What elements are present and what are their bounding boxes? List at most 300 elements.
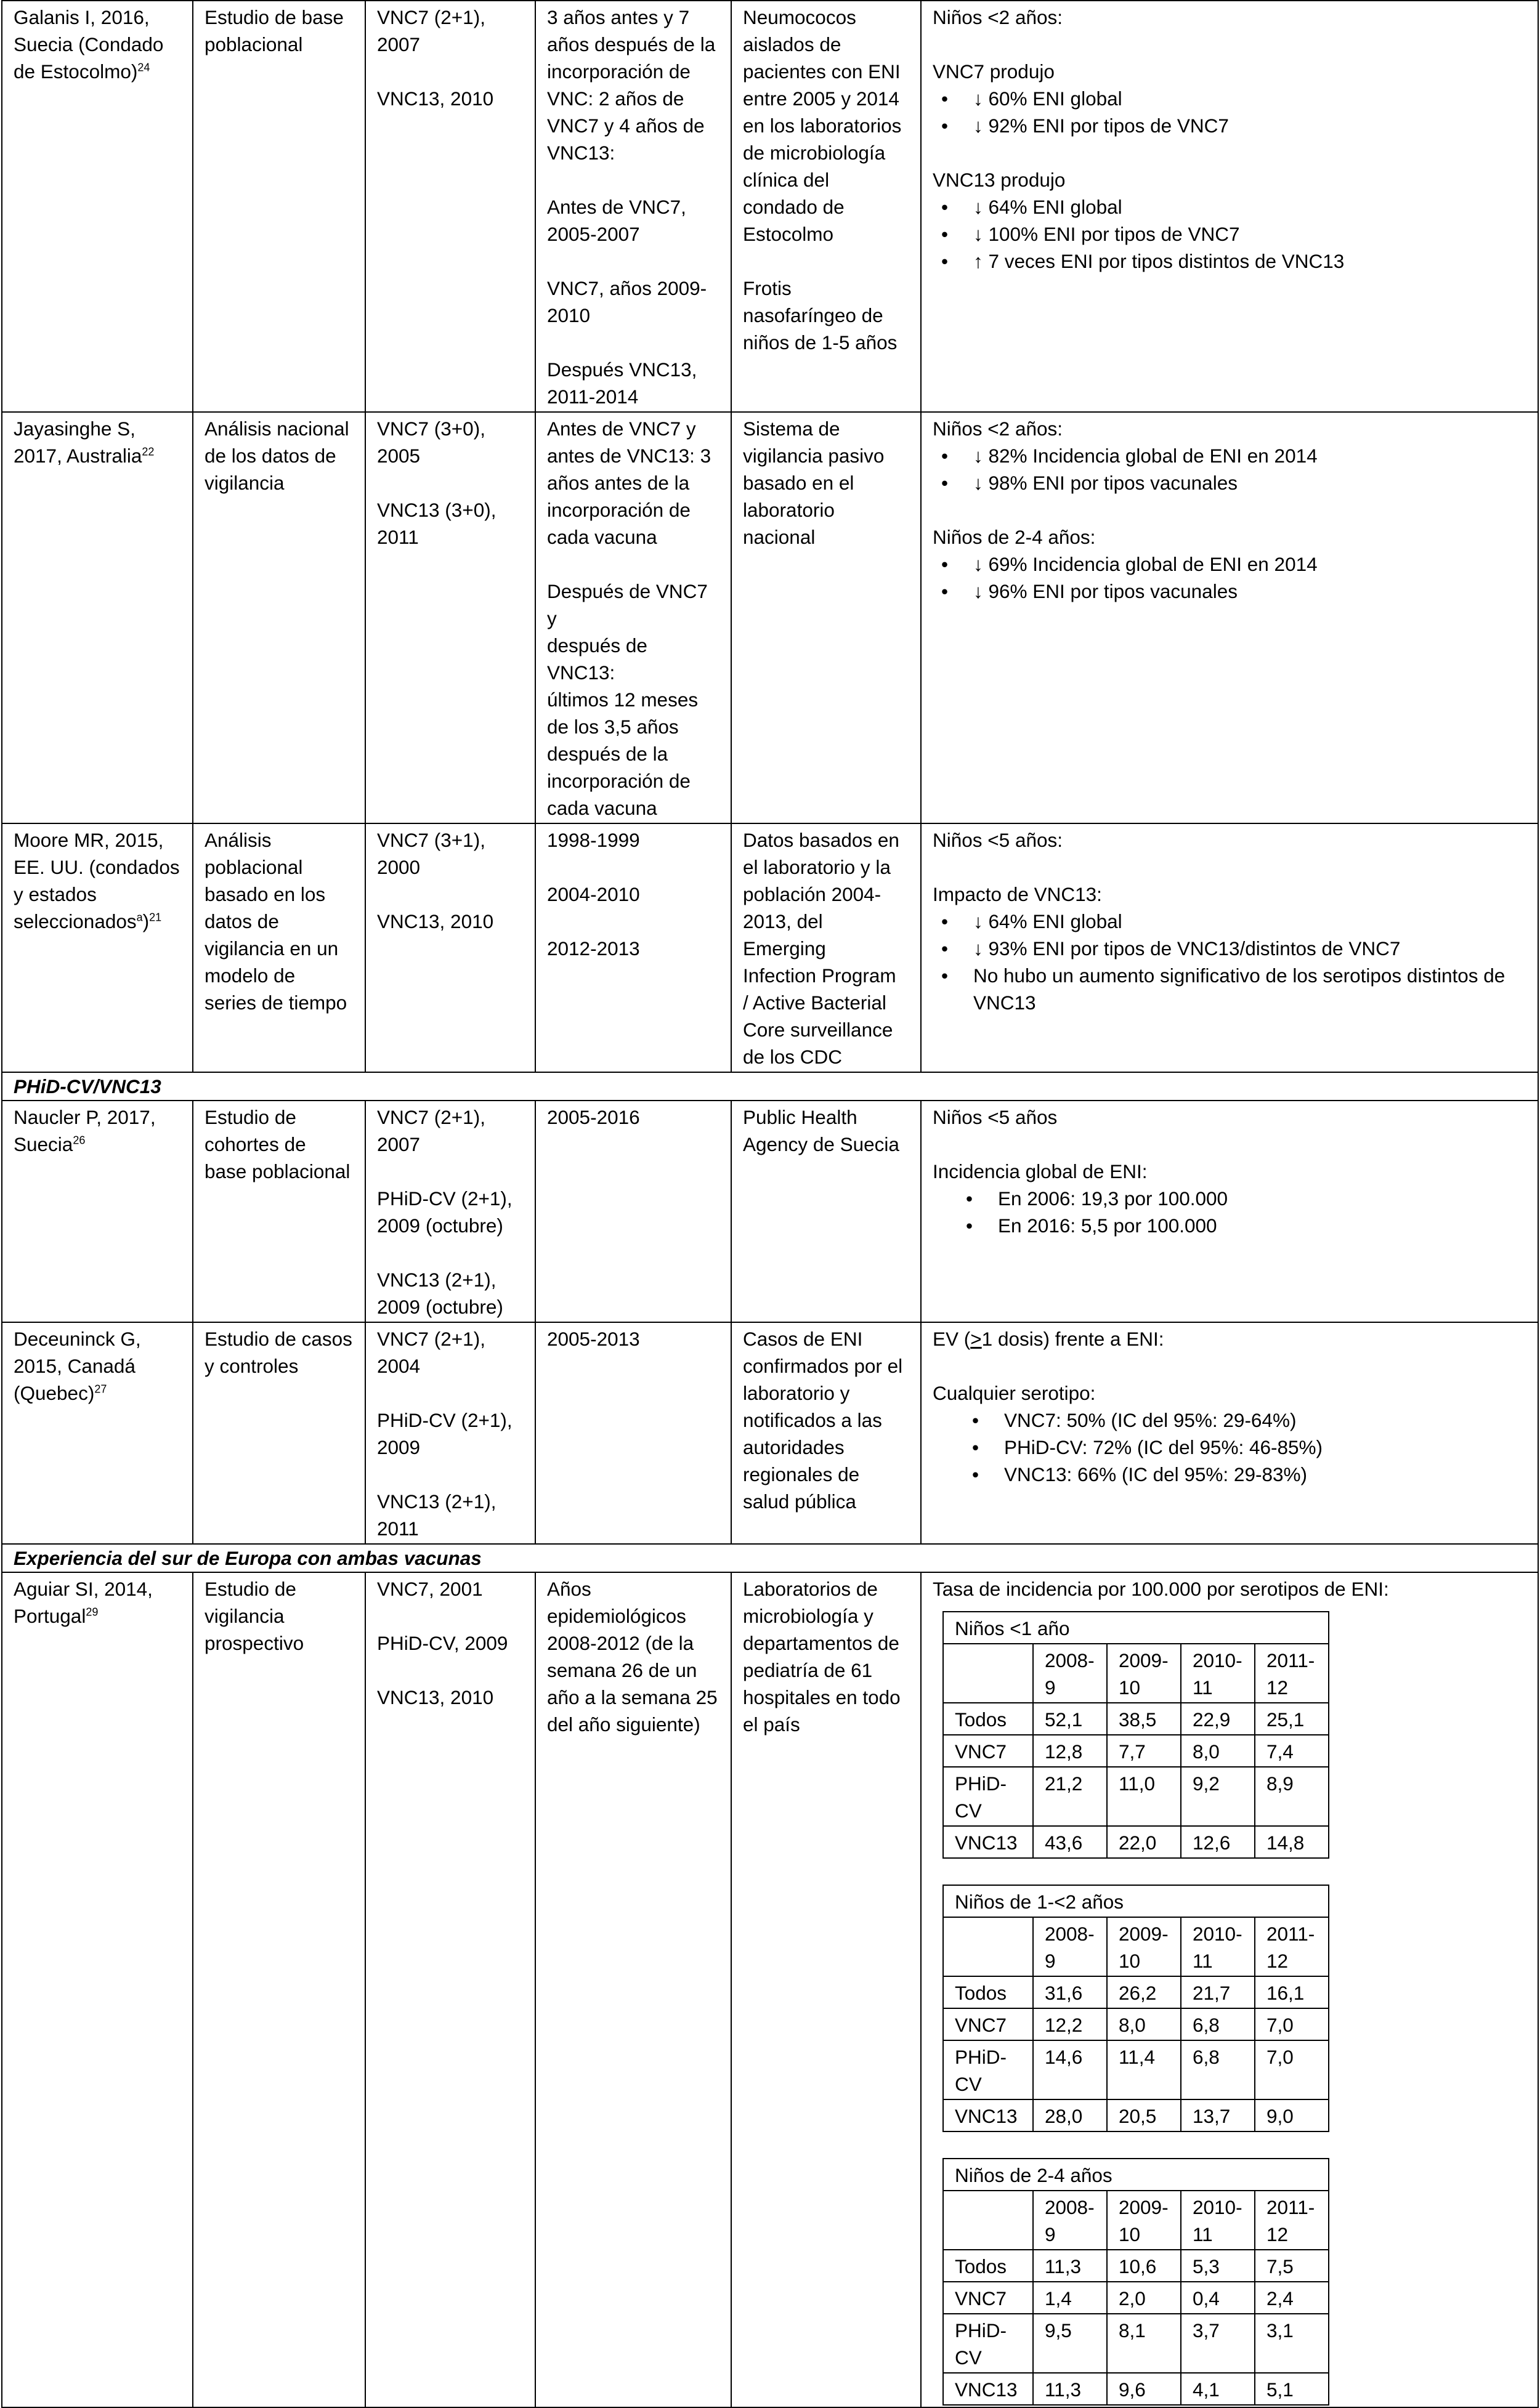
blank-line [933,1352,1526,1380]
incidence-value: 0,4 [1181,2282,1255,2314]
bullet-list [933,908,1526,1016]
study-line: EE. UU. (condados [14,856,180,878]
period-cell [535,412,731,823]
reference-number: 24 [137,61,150,74]
year-line: 2011- [1266,2196,1315,2218]
vaccine-cell [365,823,535,1072]
title-pre: EV ( [933,1328,971,1350]
year-line: 2011- [1266,1649,1315,1671]
period-line: años después de la [547,33,716,55]
year-line: 10 [1119,1950,1141,1972]
blank-line [547,248,719,275]
year-header [1181,2191,1255,2250]
incidence-row [943,2008,1329,2040]
vaccine-line: 2011 [377,1517,419,1540]
incidence-value: 38,5 [1107,1703,1181,1735]
results-heading: Niños <2 años: [933,418,1063,440]
vaccine-line: VNC7, 2001 [377,1578,483,1600]
source-line: entre 2005 y 2014 [743,87,899,110]
results-cell [921,1572,1538,2407]
incidence-value: 16,1 [1255,1976,1329,2008]
source-line: Laboratorios de [743,1578,878,1600]
design-cell [193,1572,365,2407]
design-line: poblacional [205,856,303,878]
study-line: Aguiar SI, 2014, [14,1578,153,1600]
incidence-header-row [943,1644,1329,1703]
serotype-line: VNC7 [955,2014,1007,2036]
year-line: 10 [1119,2223,1141,2245]
source-line: niños de 1-5 años [743,331,898,354]
reference-number: 21 [149,911,162,924]
source-line: Sistema de [743,418,840,440]
incidence-row [943,2373,1329,2405]
incidence-value: 9,5 [1033,2314,1107,2373]
incidence-value: 7,7 [1107,1735,1181,1767]
source-line: laboratorio y [743,1382,850,1404]
incidence-caption-row [943,2159,1329,2191]
serotype-line: PHiD- [955,2046,1007,2068]
serotype-line: Todos [955,1982,1007,2004]
blank-line [743,248,909,275]
source-line: Neumococos [743,6,856,28]
period-line: VNC: 2 años de [547,87,684,110]
incidence-value: 5,1 [1255,2373,1329,2405]
incidence-value: 8,9 [1255,1767,1329,1826]
vaccine-line: VNC13, 2010 [377,910,494,932]
period-line: últimos 12 meses [547,689,699,711]
year-header [1181,1644,1255,1703]
design-line: Estudio de base [205,6,344,28]
study-cell [2,1,193,412]
study-line: seleccionados$^a$)$^{21}$ [14,910,162,932]
source-line: regionales de [743,1463,860,1485]
period-cell [535,1572,731,2407]
study-line: Moore MR, 2015, [14,829,164,851]
incidence-table [942,1885,1329,2132]
vaccine-line: 2007 [377,33,421,55]
results-title: Niños <2 años: [933,6,1063,28]
incidence-value: 7,5 [1255,2250,1329,2282]
period-line: 1998-1999 [547,829,640,851]
serotype-line: VNC7 [955,2287,1007,2309]
year-line: 10 [1119,1676,1141,1699]
incidence-value: 43,6 [1033,1826,1107,1858]
design-line: vigilancia [205,1605,285,1627]
year-line: 2009- [1119,1649,1169,1671]
study-line: Suecia (Condado [14,33,164,55]
design-line: Análisis [205,829,272,851]
results-title [933,1325,1526,1352]
blank-line [377,1380,524,1407]
period-line: después de VNC13: [547,634,653,684]
study-row [2,823,1538,1072]
year-header [1255,1917,1329,1976]
results-title: Niños <5 años: [933,829,1063,851]
serotype-label [943,1703,1033,1735]
incidence-value: 21,2 [1033,1767,1107,1826]
period-line: 2004-2010 [547,883,640,905]
year-line: 12 [1266,2223,1289,2245]
bullet-list [933,551,1526,605]
study-line: Deceuninck G, [14,1328,141,1350]
design-line: y controles [205,1355,299,1377]
period-line: 2012-2013 [547,937,640,960]
year-line: 2010- [1193,2196,1242,2218]
period-line: de los 3,5 años [547,716,679,738]
incidence-value: 11,3 [1033,2250,1107,2282]
serotype-label [943,1826,1033,1858]
source-line: nasofaríngeo de [743,304,883,326]
year-header [1255,2191,1329,2250]
year-line: 9 [1045,1950,1056,1972]
blank-line [377,1602,524,1630]
source-line: aislados de [743,33,841,55]
design-cell [193,1,365,412]
incidence-value: 21,7 [1181,1976,1255,2008]
source-line: Frotis [743,277,792,299]
blank-line [377,881,524,908]
bullet-item: • ↓ 64% ENI global [933,908,1526,935]
serotype-label [943,2099,1033,2131]
blank-line [933,854,1526,881]
incidence-row [943,2250,1329,2282]
bullet-item: • ↓ 82% Incidencia global de ENI en 2014 [933,442,1526,469]
bullet-item: • ↓ 69% Incidencia global de ENI en 2014 [933,551,1526,578]
source-line: el país [743,1713,800,1735]
design-line: Estudio de [205,1106,296,1128]
year-line: 2009- [1119,1923,1169,1945]
bullet-item: • PHiD-CV: 72% (IC del 95%: 46-85%) [933,1434,1526,1461]
year-header [1255,1644,1329,1703]
period-line: incorporación de [547,770,691,792]
source-cell [731,1,921,412]
vaccine-line: 2009 (octubre) [377,1214,503,1237]
design-cell [193,1101,365,1322]
vaccine-line: VNC13, 2010 [377,87,494,110]
study-line: 2017, Australia$^{22}$ [14,445,155,467]
source-line: de microbiología [743,142,886,164]
period-cell [535,1,731,412]
study-row [2,1101,1538,1322]
design-line: datos de [205,910,279,932]
vaccine-line: VNC7 (3+1), [377,829,485,851]
vaccine-line: 2005 [377,445,421,467]
incidence-value: 10,6 [1107,2250,1181,2282]
blank-line [933,139,1526,166]
source-line: Emerging [743,937,826,960]
period-line: año a la semana 25 [547,1686,718,1708]
study-line: Naucler P, 2017, [14,1106,156,1128]
serotype-line: Todos [955,2255,1007,2277]
period-line: Después de VNC7 y [547,580,713,629]
source-line: hospitales en todo [743,1686,901,1708]
incidence-value: 22,0 [1107,1826,1181,1858]
incidence-value: 4,1 [1181,2373,1255,2405]
year-header [1107,2191,1181,2250]
design-line: Estudio de casos [205,1328,352,1350]
incidence-value: 6,8 [1181,2040,1255,2099]
period-line: cada vacuna [547,526,657,548]
period-line: 2005-2016 [547,1106,640,1128]
bullet-item: • ↓ 96% ENI por tipos vacunales [933,578,1526,605]
incidence-value: 7,4 [1255,1735,1329,1767]
incidence-caption: Niños de 1-<2 años [943,1885,1329,1917]
vaccine-cell [365,1,535,412]
study-line: Suecia$^{26}$ [14,1133,86,1155]
source-line: autoridades [743,1436,845,1458]
serotype-label [943,2373,1033,2405]
serotype-line: VNC13 [955,2105,1018,2127]
source-line: de los CDC [743,1046,843,1068]
incidence-value: 2,0 [1107,2282,1181,2314]
serotype-label [943,1767,1033,1826]
bullet-item: • ↓ 64% ENI global [933,193,1526,220]
incidence-value: 31,6 [1033,1976,1107,2008]
year-line: 11 [1193,2223,1213,2245]
results-cell [921,1101,1538,1322]
study-cell [2,412,193,823]
source-line: condado de [743,196,845,218]
design-line: series de tiempo [205,992,347,1014]
period-line: incorporación de [547,499,691,521]
incidence-value: 14,8 [1255,1826,1329,1858]
incidence-value: 11,3 [1033,2373,1107,2405]
bullet-item: • ↓ 93% ENI por tipos de VNC13/distintos de VNC7 [933,935,1526,962]
source-line: notificados a las [743,1409,882,1431]
studies-table [1,0,1539,2408]
period-line: incorporación de [547,60,691,83]
results-heading: VNC7 produjo [933,60,1055,83]
year-line: 11 [1193,1676,1213,1699]
design-line: vigilancia en un [205,937,339,960]
design-cell [193,823,365,1072]
source-cell [731,1322,921,1544]
incidence-value: 9,0 [1255,2099,1329,2131]
serotype-line: VNC13 [955,1832,1018,1854]
study-line: (Quebec)$^{27}$ [14,1382,107,1404]
blank-line [547,854,719,881]
blank-line [377,1158,524,1185]
bullet-item: • VNC7: 50% (IC del 95%: 29-64%) [933,1407,1526,1434]
bullet-list [933,193,1526,275]
study-row [2,1572,1538,2407]
results-cell [921,823,1538,1072]
incidence-value: 1,4 [1033,2282,1107,2314]
year-line: 2008- [1045,1923,1095,1945]
vaccine-line: 2004 [377,1355,421,1377]
serotype-label [943,1735,1033,1767]
serotype-line: VNC7 [955,1740,1007,1763]
design-line: cohortes de [205,1133,306,1155]
results-heading: Niños de 2-4 años: [933,526,1096,548]
source-line: confirmados por el [743,1355,903,1377]
source-line: Core surveillance [743,1019,893,1041]
bullet-list [933,442,1526,496]
incidence-row [943,2099,1329,2131]
source-line: Public Health [743,1106,857,1128]
vaccine-line: 2009 (octubre) [377,1296,503,1318]
section-heading: PHiD-CV/VNC13 [2,1072,1538,1101]
incidence-value: 9,6 [1107,2373,1181,2405]
incidence-value: 25,1 [1255,1703,1329,1735]
period-line: después de la [547,743,668,765]
period-line: Antes de VNC7 y [547,418,696,440]
source-cell [731,1101,921,1322]
vaccine-line: PHiD-CV, 2009 [377,1632,508,1654]
incidence-corner [943,1917,1033,1976]
incidence-value: 20,5 [1107,2099,1181,2131]
year-line: 2010- [1193,1649,1242,1671]
period-line: epidemiológicos [547,1605,686,1627]
study-row [2,412,1538,823]
blank-line [547,908,719,935]
period-cell [535,823,731,1072]
blank-line [933,1131,1526,1158]
incidence-value: 11,0 [1107,1767,1181,1826]
serotype-line: Todos [955,1708,1007,1731]
vaccine-cell [365,1101,535,1322]
design-line: base poblacional [205,1160,351,1182]
incidence-row [943,1703,1329,1735]
period-line: VNC7, años 2009- [547,277,707,299]
serotype-label [943,2008,1033,2040]
blank-line [377,1239,524,1266]
serotype-line: VNC13 [955,2378,1018,2401]
source-line: / Active Bacterial [743,992,886,1014]
bullet-item: • No hubo un aumento significativo de los serotipos distintos de VNC13 [933,962,1526,1016]
source-line: departamentos de [743,1632,899,1654]
serotype-label [943,2250,1033,2282]
reference-number: 26 [73,1134,86,1147]
source-line: Casos de ENI [743,1328,863,1350]
year-line: 2008- [1045,2196,1095,2218]
footnote-letter: a [136,911,143,924]
source-line: Datos basados en [743,829,899,851]
source-line: pediatría de 61 [743,1659,873,1681]
incidence-value: 7,0 [1255,2008,1329,2040]
design-cell [193,412,365,823]
period-line: 3 años antes y 7 [547,6,690,28]
serotype-label [943,2282,1033,2314]
incidence-row [943,1735,1329,1767]
source-line: Infection Program [743,964,896,987]
incidence-table [942,1611,1329,1859]
year-line: 11 [1193,1950,1213,1972]
serotype-line: PHiD- [955,2319,1007,2341]
section-heading: Experiencia del sur de Europa con ambas vacunas [2,1544,1538,1572]
serotype-label [943,2314,1033,2373]
design-line: Análisis nacional [205,418,349,440]
incidence-header-row [943,1917,1329,1976]
incidence-row [943,2040,1329,2099]
incidence-value: 6,8 [1181,2008,1255,2040]
study-line: de Estocolmo)$^{24}$ [14,60,150,83]
serotype-line: CV [955,2346,982,2369]
source-cell [731,823,921,1072]
period-line: 2011-2014 [547,386,639,408]
vaccine-line: VNC13 (3+0), [377,499,496,521]
source-line: pacientes con ENI [743,60,901,83]
study-close-paren: ) [142,910,150,932]
year-header [1033,1917,1107,1976]
incidence-value: 12,2 [1033,2008,1107,2040]
bullet-item: • ↓ 100% ENI por tipos de VNC7 [933,220,1526,248]
reference-number: 27 [94,1383,107,1396]
blank-line [933,31,1526,58]
serotype-line: CV [955,1800,982,1822]
incidence-caption: Niños de 2-4 años [943,2159,1329,2191]
incidence-row [943,1976,1329,2008]
incidence-row [943,2314,1329,2373]
incidence-corner [943,1644,1033,1703]
source-line: población 2004- [743,883,881,905]
design-line: de los datos de [205,445,336,467]
bullet-item: • En 2006: 19,3 por 100.000 [933,1185,1526,1212]
vaccine-line: PHiD-CV (2+1), [377,1409,513,1431]
blank-line [547,166,719,193]
bullet-item: • ↓ 92% ENI por tipos de VNC7 [933,112,1526,139]
results-cell [921,1322,1538,1544]
blank-line [377,1657,524,1684]
year-line: 9 [1045,2223,1056,2245]
source-cell [731,1572,921,2407]
results-heading: Incidencia global de ENI: [933,1160,1148,1182]
source-line: salud pública [743,1490,856,1513]
source-line: nacional [743,526,816,548]
bullet-list [933,1185,1526,1239]
incidence-value: 52,1 [1033,1703,1107,1735]
design-line: poblacional [205,33,303,55]
section-row-phid [2,1072,1538,1101]
year-header [1033,1644,1107,1703]
source-line: microbiología y [743,1605,873,1627]
vaccine-line: VNC13 (2+1), [377,1269,496,1291]
source-line: en los laboratorios [743,115,902,137]
incidence-value: 9,2 [1181,1767,1255,1826]
reference-number: 22 [142,445,155,458]
vaccine-line: 2009 [377,1436,421,1458]
bullet-item: • ↓ 60% ENI global [933,85,1526,112]
period-line: Después VNC13, [547,358,697,381]
year-line: 12 [1266,1950,1289,1972]
source-line: Estocolmo [743,223,834,245]
vaccine-cell [365,1572,535,2407]
incidence-caption-row [943,1885,1329,1917]
blank-line [377,1461,524,1488]
blank-line [377,58,524,85]
study-cell [2,1572,193,2407]
source-line: 2013, del [743,910,823,932]
vaccine-line: VNC7 (3+0), [377,418,485,440]
period-line: 2005-2013 [547,1328,640,1350]
title-post: 1 dosis) frente a ENI: [981,1328,1164,1350]
period-line: semana 26 de un [547,1659,697,1681]
study-row [2,1322,1538,1544]
vaccine-line: VNC13, 2010 [377,1686,494,1708]
period-line: cada vacuna [547,797,657,819]
source-line: clínica del [743,169,830,191]
incidence-value: 3,1 [1255,2314,1329,2373]
vaccine-line: 2007 [377,1133,421,1155]
period-line: Antes de VNC7, [547,196,686,218]
blank-line [377,469,524,496]
study-cell [2,823,193,1072]
period-line: antes de VNC13: 3 [547,445,711,467]
period-line: del año siguiente) [547,1713,700,1735]
vaccine-line: VNC7 (2+1), [377,1106,485,1128]
incidence-value: 22,9 [1181,1703,1255,1735]
study-line: Galanis I, 2016, [14,6,150,28]
